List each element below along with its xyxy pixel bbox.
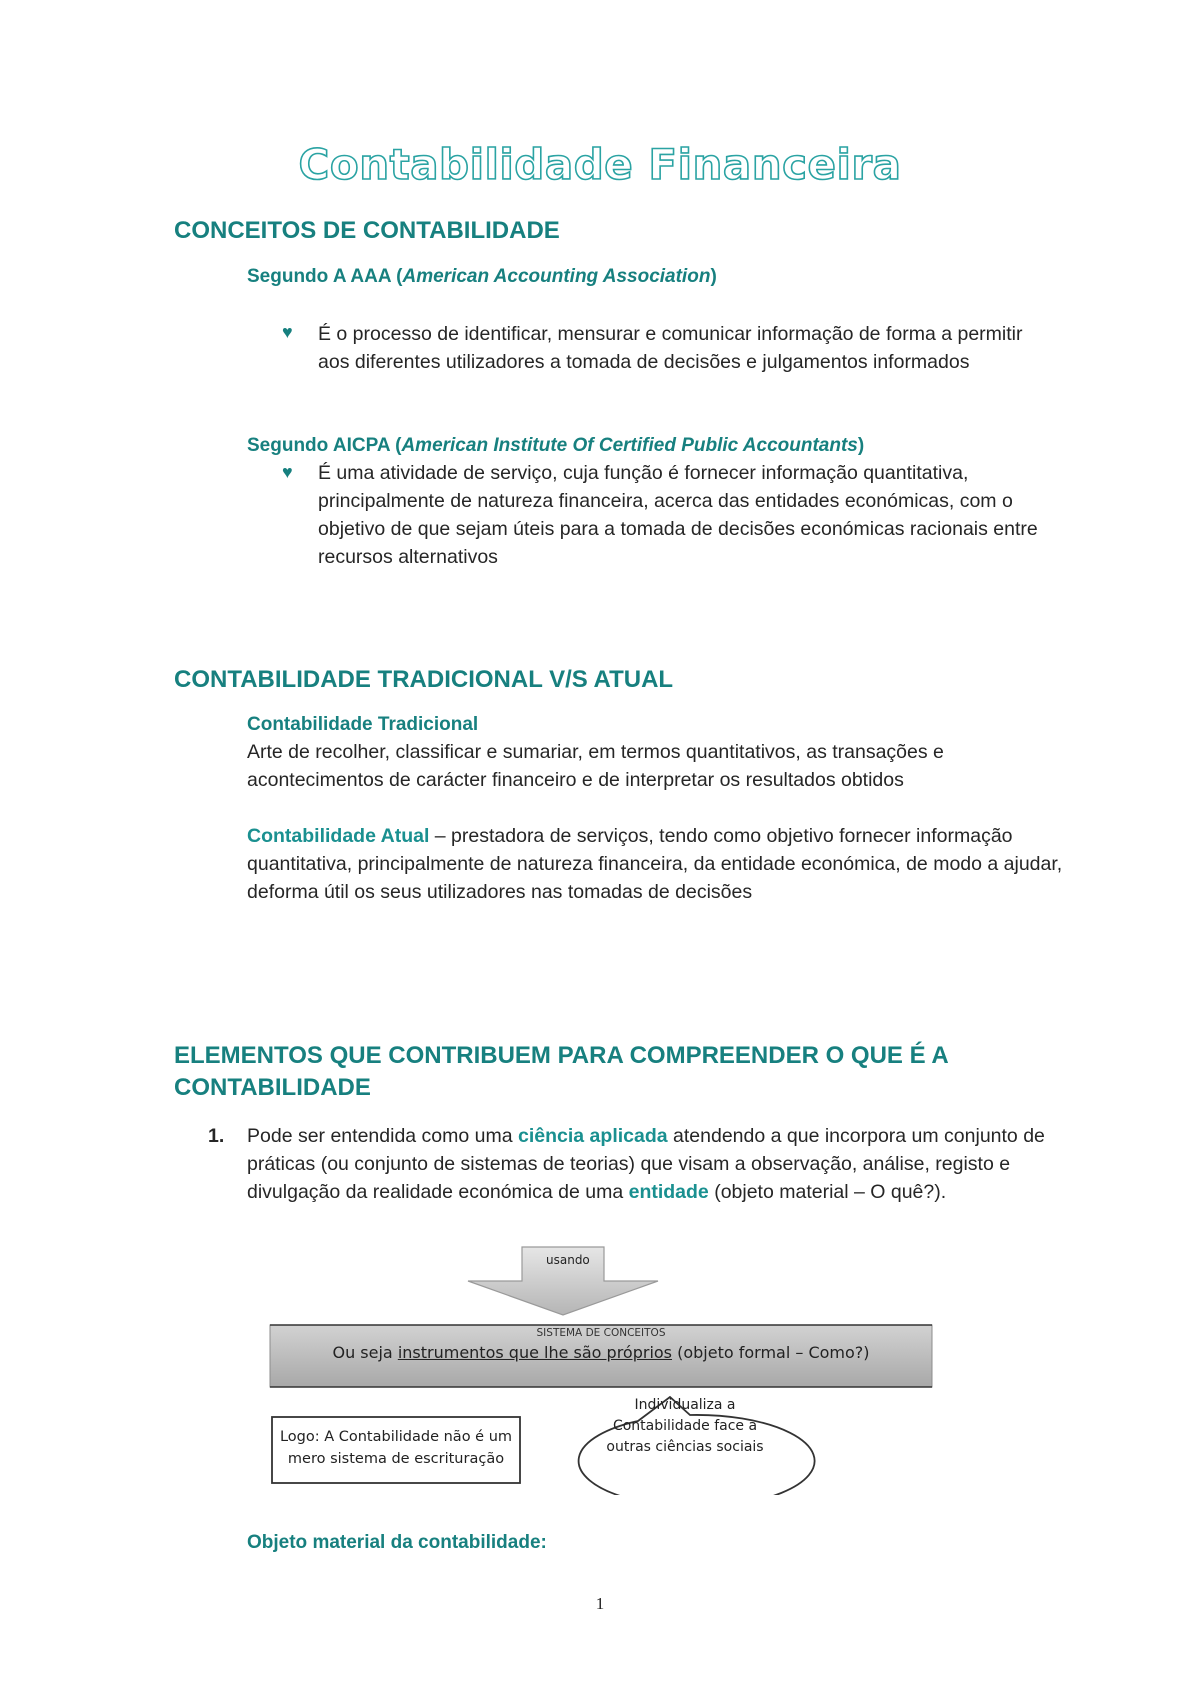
trad-label: Contabilidade Tradicional — [247, 714, 479, 735]
document-title: Contabilidade Financeira — [298, 140, 902, 189]
aaa-definition: É o processo de identificar, mensurar e comunicar informação de forma a permitir aos diferentes utilizadores a tomada de decisões e julgamentos informados — [318, 323, 1023, 373]
section-heading-elementos — [174, 1040, 949, 1104]
section-heading-tradicional-atual: CONTABILIDADE TRADICIONAL V/S ATUAL — [174, 666, 674, 693]
bar-suffix: (objeto formal – Como?) — [672, 1343, 870, 1362]
logo-line-2: mero sistema de escrituração — [287, 1451, 505, 1467]
atual-paragraph — [247, 822, 1067, 906]
item-part-2: atendendo a que incorpora um conjunto de práticas (ou conjunto de sistemas de teorias) que visam a observação, análise, registo e divulgação da realidade económica de uma — [247, 1125, 1045, 1203]
heart-bullet-icon: ♥ — [282, 322, 293, 342]
objeto-material-label: Objeto material da contabilidade: — [247, 1532, 547, 1553]
bar-underlined: instrumentos que lhe são próprios — [397, 1343, 673, 1362]
bar-prefix: Ou seja — [332, 1343, 398, 1362]
bubble-line-1: Individualiza a — [634, 1397, 736, 1413]
aicpa-prefix: Segundo AICPA ( — [247, 435, 402, 456]
aaa-prefix: Segundo A AAA ( — [247, 266, 403, 287]
atual-text: – prestadora de serviços, tendo como objetivo fornecer informação quantitativa, principalmente de natureza financeira, da entidade económica, de modo a ajudar, deforma útil os seus utilizadores nas tomadas de decisões — [247, 825, 1063, 903]
concept-diagram — [260, 1245, 940, 1495]
aicpa-subheading — [247, 435, 864, 457]
aaa-suffix: ) — [710, 266, 717, 287]
bar-text — [270, 1343, 932, 1362]
arrow-label: usando — [546, 1253, 590, 1267]
atual-label: Contabilidade Atual — [247, 825, 430, 847]
bubble-line-2: Contabilidade face a — [612, 1418, 758, 1434]
aicpa-definition: É uma atividade de serviço, cuja função é fornecer informação quantitativa, principalmente de natureza financeira, acerca das entidades económicas, com o objetivo de que sejam úteis para a tomada de decisões económicas racionais entre recursos alternativos — [318, 462, 1038, 568]
term-entidade: entidade — [628, 1181, 709, 1203]
list-number: 1. — [208, 1125, 225, 1147]
item-part-3: (objeto material – O quê?). — [708, 1181, 947, 1203]
bubble-line-3: outras ciências sociais — [606, 1439, 764, 1455]
aaa-subheading — [247, 266, 717, 288]
page-number: 1 — [595, 1594, 605, 1613]
section-heading-conceitos: CONCEITOS DE CONTABILIDADE — [174, 217, 560, 244]
logo-text — [274, 1426, 518, 1470]
item-part-1: Pode ser entendida como uma — [247, 1125, 519, 1147]
logo-line-1: Logo: A Contabilidade não é um — [279, 1429, 513, 1445]
heading-line-1: ELEMENTOS QUE CONTRIBUEM PARA COMPREENDER O QUE É A — [174, 1042, 949, 1069]
heading-line-2: CONTABILIDADE — [174, 1074, 371, 1101]
trad-text: Arte de recolher, classificar e sumariar, em termos quantitativos, as transações e acontecimentos de carácter financeiro e de interpretar os resultados obtidos — [247, 741, 944, 791]
aicpa-name: American Institute Of Certified Public Accountants — [401, 435, 858, 456]
term-ciencia-aplicada: ciência aplicada — [518, 1125, 668, 1147]
list-item-1 — [247, 1122, 1067, 1206]
aicpa-suffix: ) — [857, 435, 865, 456]
heart-bullet-icon: ♥ — [282, 462, 293, 482]
aaa-name: American Accounting Association — [402, 266, 711, 287]
bar-caption: SISTEMA DE CONCEITOS — [536, 1327, 666, 1339]
bubble-text — [585, 1395, 785, 1458]
